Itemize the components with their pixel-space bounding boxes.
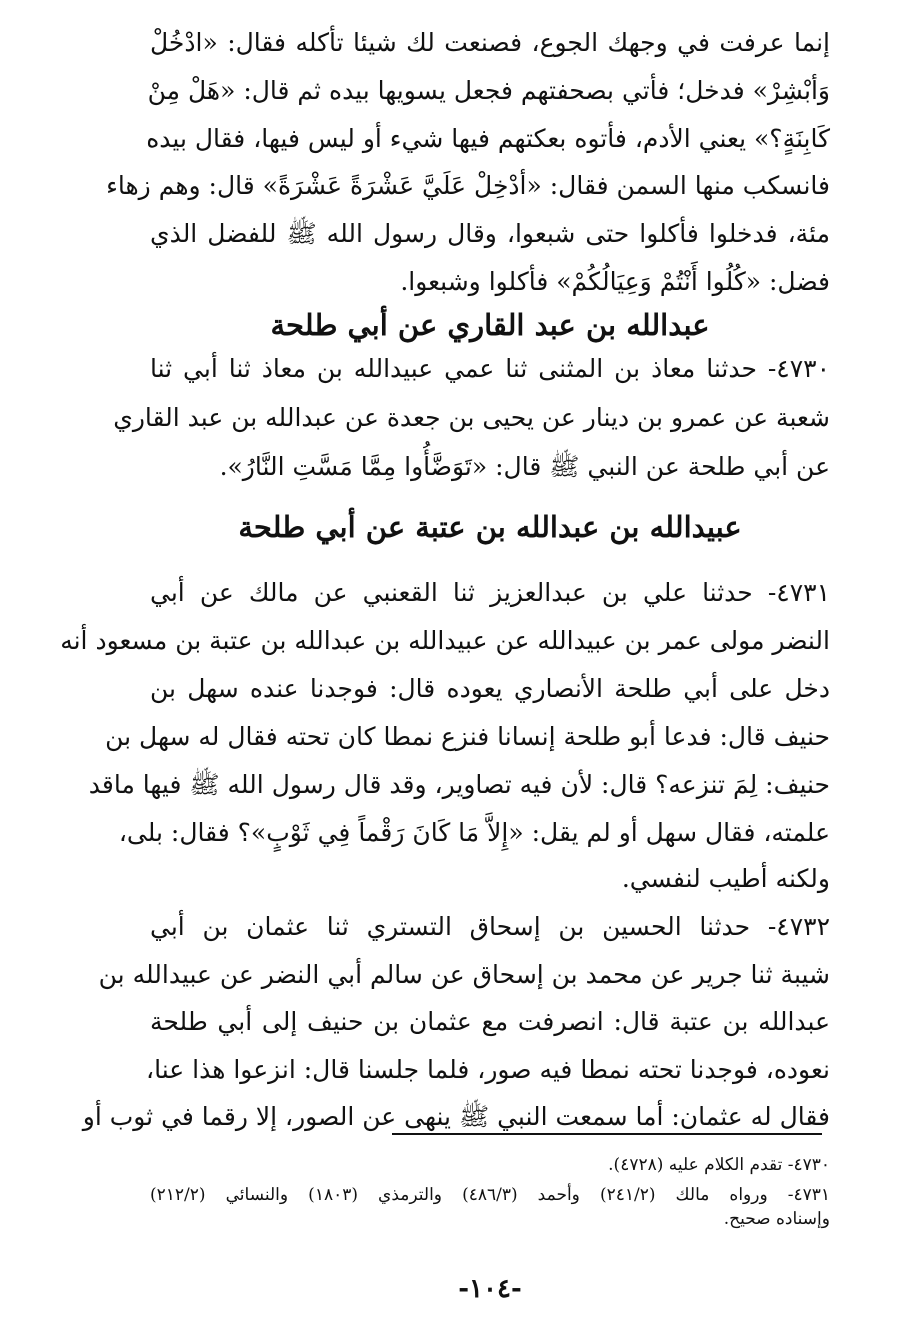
text-line: ولكنه أطيب لنفسي. <box>621 864 830 893</box>
text-line: عبدالله بن عتبة قال: انصرفت مع عثمان بن حنيف إلى أبي طلحة <box>150 1007 830 1036</box>
footnote-divider <box>392 1133 822 1135</box>
section-heading: عبدالله بن عبد القاري عن أبي طلحة <box>270 308 710 342</box>
text-line: إنما عرفت في وجهك الجوع، فصنعت لك شيئا تأكله فقال: «ادْخُلْ <box>150 28 830 57</box>
text-line: حنيف قال: فدعا أبو طلحة إنسانا فنزع نمطا كان تحته فقال له سهل بن <box>105 722 830 751</box>
text-line: ٤٧٣٠- حدثنا معاذ بن المثنى ثنا عمي عبيدالله بن معاذ ثنا أبي ثنا <box>150 354 830 383</box>
text-line: فضل: «كُلُوا أَنْتُمْ وَعِيَالُكُمْ» فأكلوا وشبعوا. <box>400 267 830 296</box>
text-line: دخل على أبي طلحة الأنصاري يعوده قال: فوجدنا عنده سهل بن <box>150 674 830 703</box>
text-line: فانسكب منها السمن فقال: «أدْخِلْ عَلَيَّ عَشْرَةً عَشْرَةً» قال: وهم زهاء <box>106 171 830 200</box>
text-line: فقال له عثمان: أما سمعت النبي ﷺ ينهى عن الصور، إلا رقما في ثوب أو <box>82 1102 830 1131</box>
text-line: شيبة ثنا جرير عن محمد بن إسحاق عن سالم أبي النضر عن عبيدالله بن <box>98 960 830 989</box>
footnote: وإسناده صحيح. <box>723 1209 830 1229</box>
text-line: ٤٧٣٢- حدثنا الحسين بن إسحاق التستري ثنا عثمان بن أبي <box>150 912 830 941</box>
text-line: كَابِنَةٍ؟» يعني الأدم، فأتوه بعكتهم فيها شيء أو ليس فيها، فقال بيده <box>146 124 830 153</box>
text-line: نعوده، فوجدنا تحته نمطا فيه صور، فلما جلسنا قال: انزعوا هذا عنا، <box>146 1055 830 1084</box>
page-number: -١٠٤- <box>458 1274 522 1304</box>
text-line: وَأبْشِرْ» فدخل؛ فأتي بصحفتهم فجعل يسويها بيده ثم قال: «هَلْ مِنْ <box>147 76 830 105</box>
text-line: النضر مولى عمر بن عبيدالله عن عبيدالله بن عبدالله بن عتبة بن مسعود أنه <box>60 626 830 655</box>
footnote: ٤٧٣١- ورواه مالك (٢٤١/٢) وأحمد (٤٨٦/٣) والترمذي (١٨٠٣) والنسائي (٢١٢/٢) <box>150 1185 831 1205</box>
footnote: ٤٧٣٠- تقدم الكلام عليه (٤٧٢٨). <box>608 1155 830 1175</box>
text-line: عن أبي طلحة عن النبي ﷺ قال: «تَوَضَّأُوا مِمَّا مَسَّتِ النَّارُ». <box>219 452 830 481</box>
book-page <box>60 0 831 1337</box>
text-line: ٤٧٣١- حدثنا علي بن عبدالعزيز ثنا القعنبي عن مالك عن أبي <box>150 578 830 607</box>
text-line: شعبة عن عمرو بن دينار عن يحيى بن جعدة عن عبدالله بن عبد القاري <box>113 403 830 432</box>
section-heading: عبيدالله بن عبدالله بن عتبة عن أبي طلحة <box>238 510 742 544</box>
text-line: مئة، فدخلوا فأكلوا حتى شبعوا، وقال رسول الله ﷺ للفضل الذي <box>150 219 830 248</box>
text-line: علمته، فقال سهل أو لم يقل: «إِلاَّ مَا كَانَ رَقْماً فِي ثَوْبٍ»؟ فقال: بلى، <box>118 818 830 847</box>
text-line: حنيف: لِمَ تنزعه؟ قال: لأن فيه تصاوير، وقد قال رسول الله ﷺ فيها ماقد <box>88 770 830 799</box>
